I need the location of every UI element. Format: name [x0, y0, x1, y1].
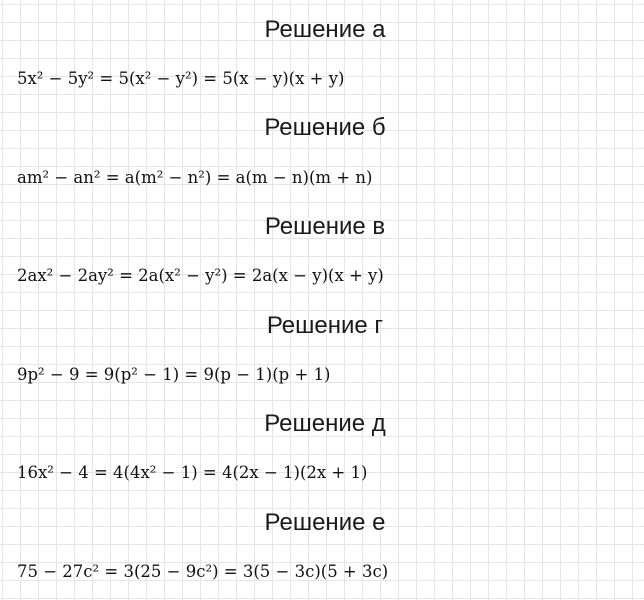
solution-formula: 5x² − 5y² = 5(x² − y²) = 5(x − y)(x + y) [17, 69, 345, 88]
solution-heading: Решение г [266, 312, 384, 339]
solution-formula: 16x² − 4 = 4(4x² − 1) = 4(2x − 1)(2x + 1) [17, 463, 368, 482]
solution-heading: Решение д [264, 410, 386, 437]
solution-heading: Решение б [264, 114, 386, 141]
solution-heading: Решение а [264, 16, 386, 43]
solution-formula: 2ax² − 2ay² = 2a(x² − y²) = 2a(x − y)(x + y) [17, 266, 384, 285]
solution-formula: am² − an² = a(m² − n²) = a(m − n)(m + n) [17, 168, 373, 187]
solution-heading: Решение е [264, 509, 386, 536]
solution-formula: 9p² − 9 = 9(p² − 1) = 9(p − 1)(p + 1) [17, 365, 331, 384]
solution-heading: Решение в [264, 213, 386, 240]
solution-formula: 75 − 27c² = 3(25 − 9c²) = 3(5 − 3c)(5 + 3c) [17, 562, 389, 581]
